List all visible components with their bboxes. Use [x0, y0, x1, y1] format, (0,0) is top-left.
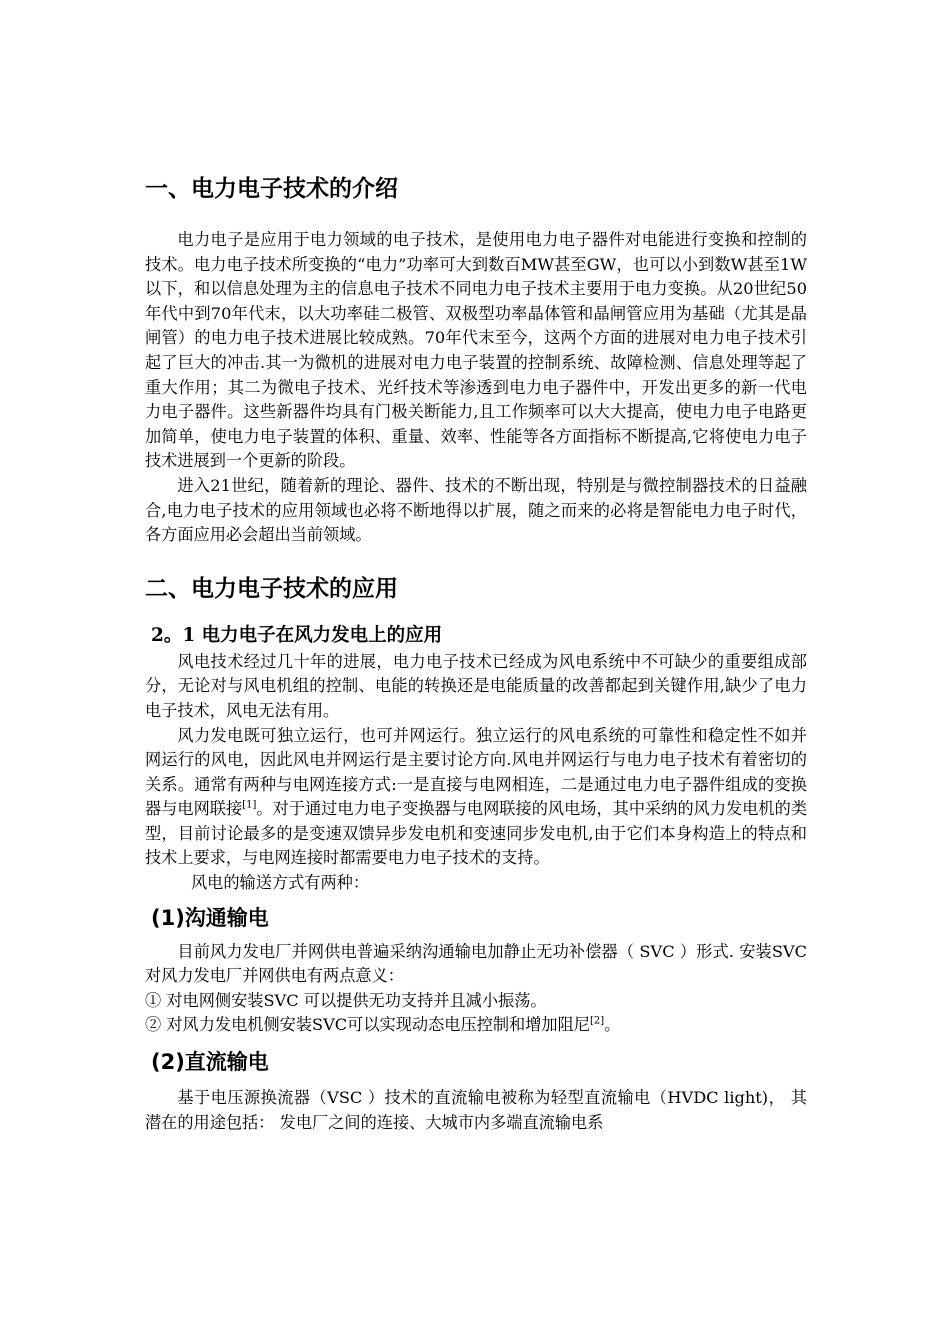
section-2-paragraph-2-text-a: 风力发电既可独立运行，也可并网运行。独立运行的风电系统的可靠性和稳定性不如并网运行的风电，因此风电并网运行是主要讨论方向.风电并网运行与电力电子技术有着密切的关系。通常有两种与电网连接方式:一是直接与电网相连，二是通过电力电子器件组成的变换器与电网联接	[145, 725, 807, 819]
list-item-1: ① 对电网侧安装SVC 可以提供无功支持并且减小振荡。	[145, 990, 547, 1010]
heading-ac-transmission: (1)沟通输电	[151, 905, 269, 930]
ac-transmission-paragraph: 目前风力发电厂并网供电普遍采纳沟通输电加静止无功补偿器（ SVC ）形式. 安装SVC 对风力发电厂并网供电有两点意义：	[145, 941, 807, 986]
citation-1: [1]	[242, 799, 257, 811]
section-2-paragraph-2-text-b: 。对于通过电力电子变换器与电网联接的风电场，其中采纳的风力发电机的类型，目前讨论最多的是变速双馈异步发电机和变速同步发电机,由于它们本身构造上的特点和技术上要求，与电网连接时都需要电力电子技术的支持。	[145, 799, 808, 868]
section-1-title: 一、电力电子技术的介绍	[145, 176, 398, 202]
document-body	[145, 168, 807, 1135]
section-2-paragraph-3: 风电的输送方式有两种：	[191, 873, 370, 893]
citation-2: [2]	[590, 1016, 605, 1028]
list-item-2-end: 。	[604, 1015, 621, 1035]
section-1-paragraph-2: 进入21世纪，随着新的理论、器件、技术的不断出现，特别是与微控制器技术的日益融合,电力电子技术的应用领域也必将不断地得以扩展，随之而来的必将是智能电力电子时代，各方面应用必会超出当前领域。	[145, 475, 807, 545]
subsection-2-1-title: 2。1 电力电子在风力发电上的应用	[151, 624, 443, 646]
section-2-title: 二、电力电子技术的应用	[145, 575, 398, 602]
section-2-paragraph-1: 风电技术经过几十年的进展，电力电子技术已经成为风电系统中不可缺少的重要组成部分，无论对与风电机组的控制、电能的转换还是电能质量的改善都起到关键作用,缺少了电力电子技术，风电无法有用。	[145, 651, 807, 720]
list-item-2-text: ② 对风力发电机侧安装SVC可以实现动态电压控制和增加阻尼	[145, 1015, 590, 1035]
dc-transmission-paragraph: 基于电压源换流器（VSC ）技术的直流输电被称为轻型直流输电（HVDC light)， 其潜在的用途包括： 发电厂之间的连接、大城市内多端直流输电系	[145, 1088, 807, 1132]
section-2-paragraph-2	[145, 724, 807, 872]
heading-dc-transmission: (2)直流输电	[151, 1050, 269, 1075]
section-1-paragraph-1: 电力电子是应用于电力领域的电子技术，是使用电力电子器件对电能进行变换和控制的技术。电力电子技术所变换的“电力”功率可大到数百MW甚至GW，也可以小到数W甚至1W以下，和以信息处理为主的信息电子技术不同电力电子技术主要用于电力变换。从20世纪50年代中到70年代末，以大功率硅二极管、双极型功率晶体管和晶闸管应用为基础（尤其是晶闸管）的电力电子技术进展比较成熟。70年代末至今，这两个方面的进展对电力电子技术引起了巨大的冲击.其一为微机的进展对电力电子装置的控制系统、故障检测、信息处理等起了重大作用；其二为微电子技术、光纤技术等渗透到电力电子器件中，开发出更多的新一代电力电子器件。这些新器件均具有门极关断能力,且工作频率可以大大提高，使电力电子电路更加简单，使电力电子装置的体积、重量、效率、性能等各方面指标不断提高,它将使电力电子技术进展到一个更新的阶段。	[145, 230, 807, 471]
list-item-2	[145, 1013, 807, 1038]
